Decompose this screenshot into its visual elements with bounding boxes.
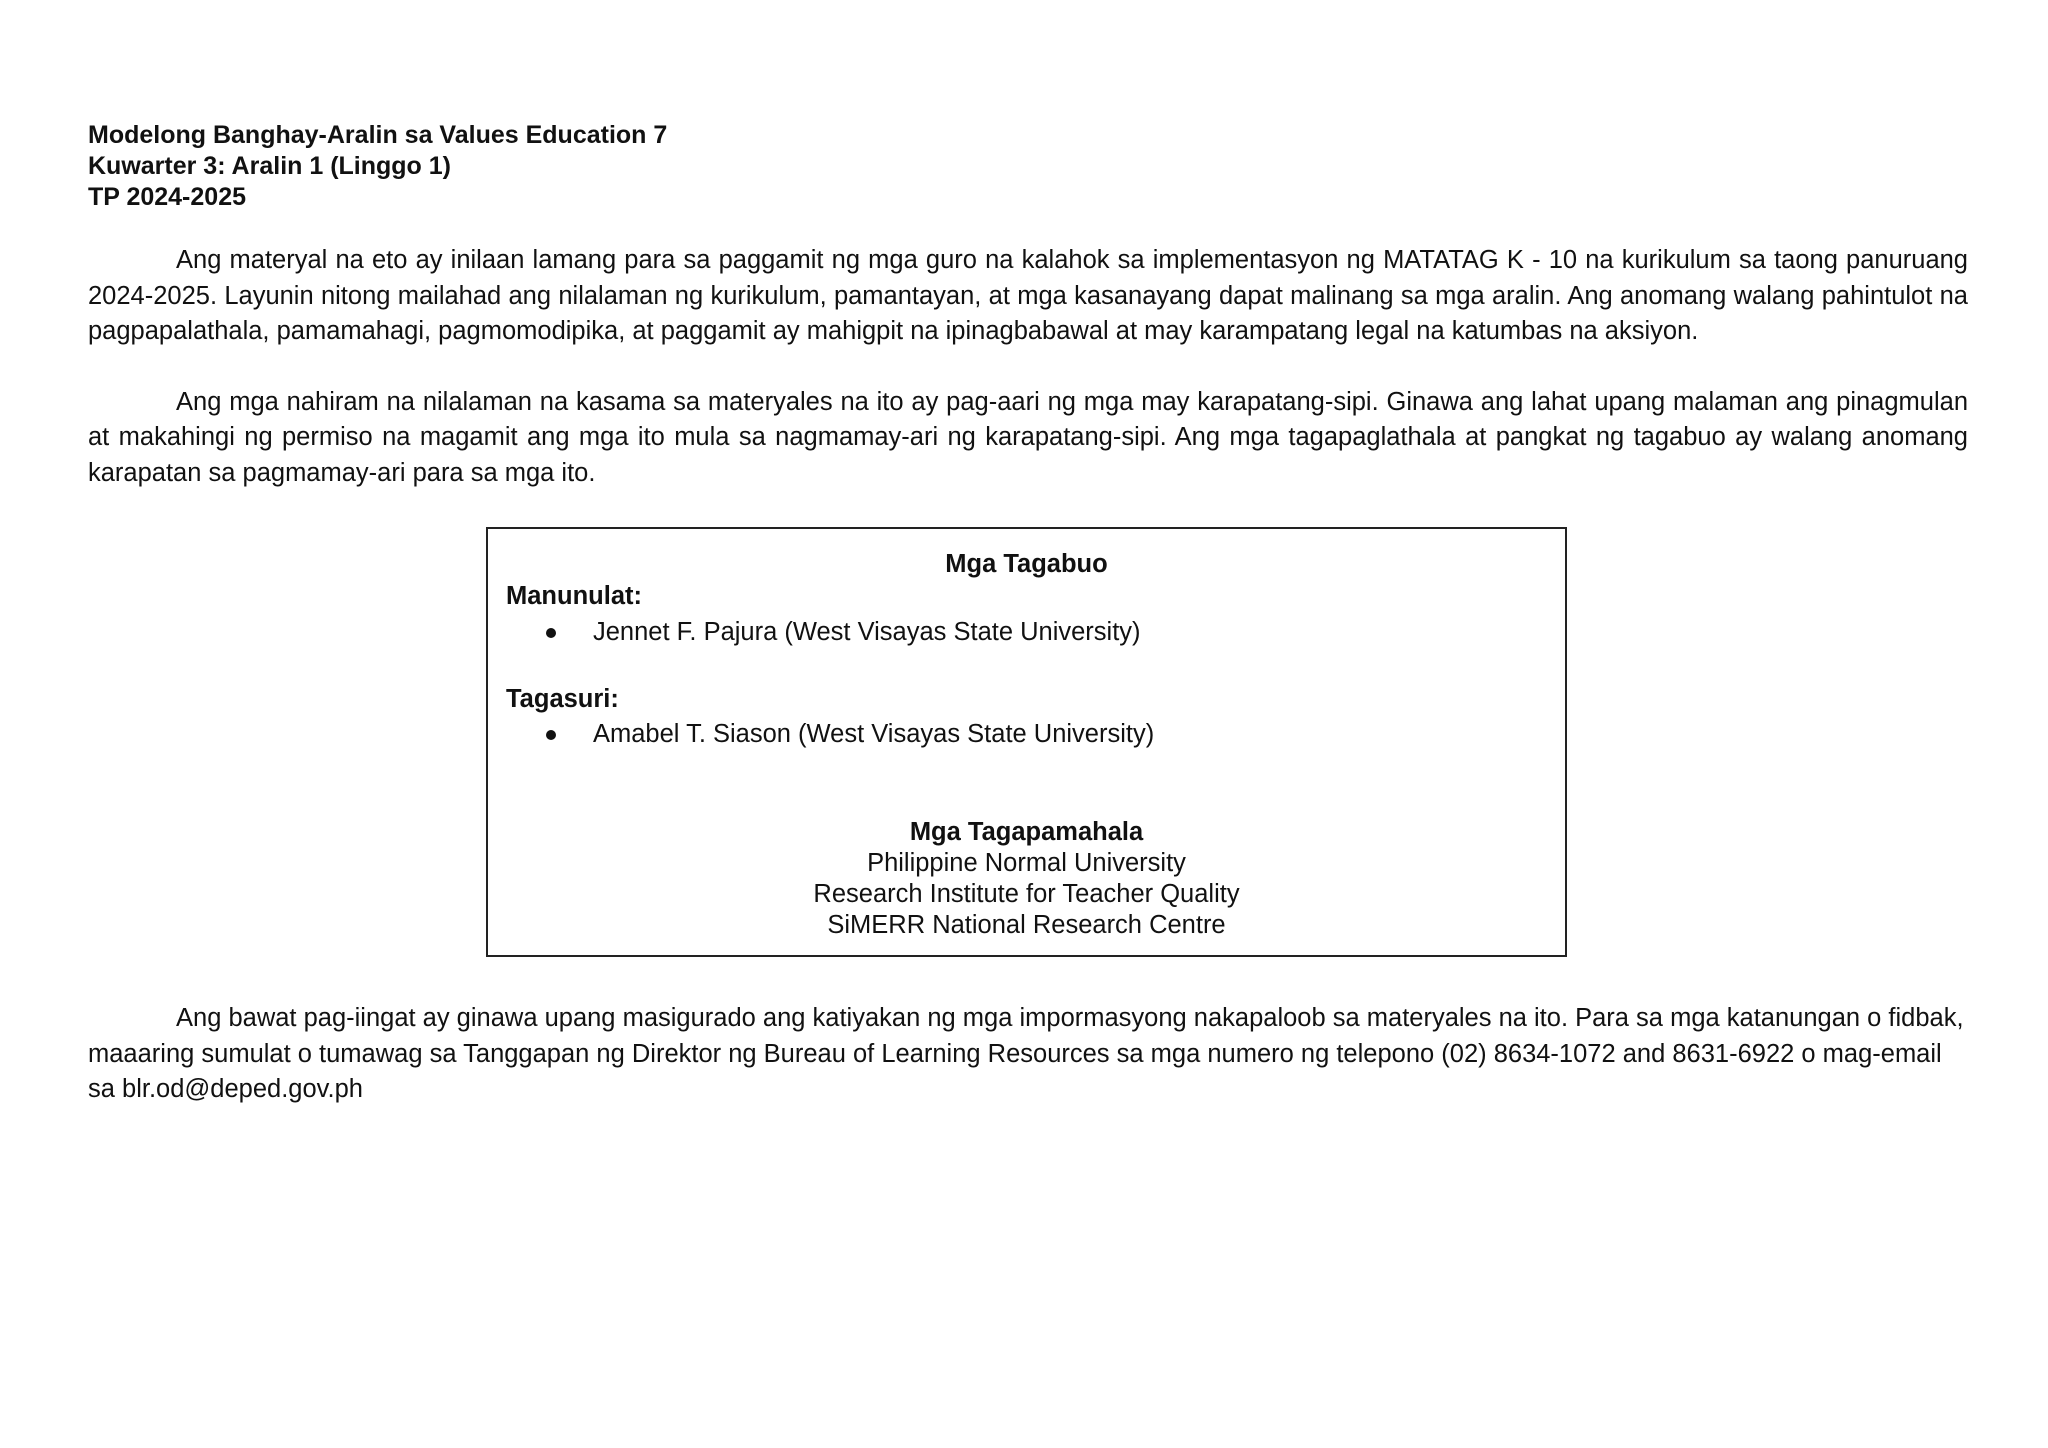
school-year-line: TP 2024-2025 xyxy=(88,183,246,211)
reviewer-label: Tagasuri: xyxy=(506,685,619,713)
credits-title: Mga Tagabuo xyxy=(945,550,1108,578)
bullet-icon xyxy=(546,730,556,740)
lesson-plan-title: Modelong Banghay-Aralin sa Values Education 7 xyxy=(88,121,668,149)
managers-title: Mga Tagapamahala xyxy=(909,818,1144,846)
usage-notice-paragraph: Ang materyal na eto ay inilaan lamang para sa paggamit ng mga guro na kalahok sa implementasyon ng MATATAG K - 10 na kurikulum sa taong panuruang 2024-2025. Layunin nitong mailahad ang nilalaman ng kurikulum, pamantayan, at mga kasanayang dapat malinang sa mga aralin. Ang anomang walang pahintulot na pagpapalathala, pamamahagi, pagmomodipika, at paggamit ay mahigpit na ipinagbabawal at may karampatang legal na katumbas na aksiyon. xyxy=(88,246,1968,345)
reviewer-name: Amabel T. Siason (West Visayas State University) xyxy=(593,720,1155,748)
writer-name: Jennet F. Pajura (West Visayas State University) xyxy=(593,618,1141,646)
contact-paragraph: Ang bawat pag-iingat ay ginawa upang masigurado ang katiyakan ng mga impormasyong nakapaloob sa materyales na ito. Para sa mga katanungan o fidbak, maaaring sumulat o tumawag sa Tanggapan ng Direktor ng Bureau of Learning Resources sa mga numero ng telepono (02) 8634-1072 and 8631-6922 o mag-email sa blr.od@deped.gov.ph xyxy=(88,1004,1964,1103)
quarter-lesson-line: Kuwarter 3: Aralin 1 (Linggo 1) xyxy=(88,152,452,180)
writer-label: Manunulat: xyxy=(506,582,642,610)
manager-org: Research Institute for Teacher Quality xyxy=(813,880,1240,908)
manager-org: SiMERR National Research Centre xyxy=(827,911,1226,939)
document-header xyxy=(88,120,1968,213)
document-page xyxy=(88,120,1968,1108)
copyright-paragraph: Ang mga nahiram na nilalaman na kasama sa materyales na ito ay pag-aari ng mga may karapatang-sipi. Ginawa ang lahat upang malaman ang pinagmulan at makahingi ng permiso na magamit ang mga ito mula sa nagmamay-ari ng karapatang-sipi. Ang mga tagapaglathala at pangkat ng tagabuo ay walang anomang karapatan sa pagmamay-ari para sa mga ito. xyxy=(88,387,1968,487)
credits-box xyxy=(486,527,1567,957)
manager-org: Philippine Normal University xyxy=(867,849,1186,877)
managers-section xyxy=(488,817,1565,941)
bullet-icon xyxy=(546,628,556,638)
